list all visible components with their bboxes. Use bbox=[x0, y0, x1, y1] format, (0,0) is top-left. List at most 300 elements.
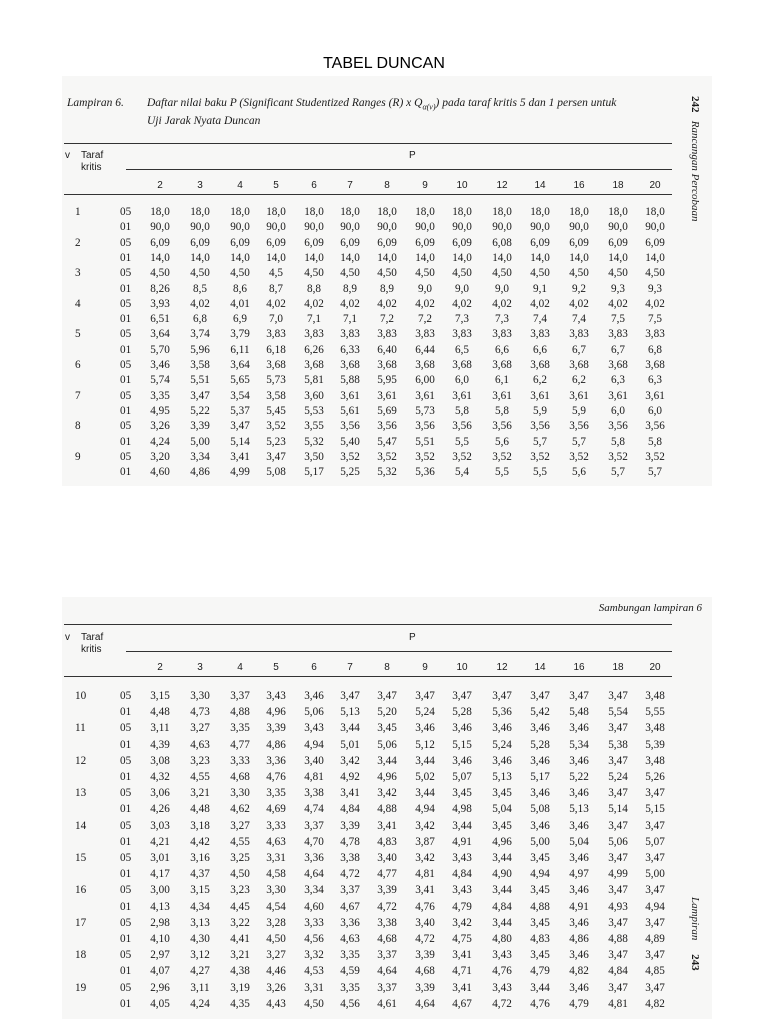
table-cell: 3,48 bbox=[645, 690, 665, 702]
table-cell: 5,34 bbox=[569, 738, 589, 751]
table-cell: 3,08 bbox=[150, 754, 170, 767]
table-cell: 4,72 bbox=[415, 933, 435, 945]
row-taraf-label: 05 bbox=[120, 420, 132, 433]
table-cell: 3,83 bbox=[340, 328, 360, 341]
table-cell: 6,09 bbox=[340, 236, 360, 249]
table-cell: 4,21 bbox=[150, 835, 170, 848]
table-cell: 3,37 bbox=[340, 884, 360, 897]
row-v-label: 4 bbox=[75, 297, 81, 310]
table-cell: 5,81 bbox=[304, 374, 324, 387]
table-cell: 3,68 bbox=[415, 359, 435, 371]
table-cell: 6,0 bbox=[648, 404, 662, 417]
table-cell: 3,37 bbox=[377, 981, 397, 994]
side-header-2: Lampiran 243 bbox=[689, 897, 701, 971]
table-cell: 3,35 bbox=[266, 787, 286, 800]
table-cell: 3,83 bbox=[415, 328, 435, 341]
table-cell: 3,83 bbox=[377, 328, 397, 341]
table-cell: 3,43 bbox=[304, 722, 324, 735]
table-cell: 3,41 bbox=[340, 787, 360, 800]
row-taraf-label: 01 bbox=[120, 706, 132, 719]
table-cell: 5,08 bbox=[530, 803, 550, 816]
table-cell: 90,0 bbox=[304, 221, 324, 234]
table-cell: 4,48 bbox=[150, 706, 170, 719]
table-cell: 4,02 bbox=[340, 297, 360, 310]
table-cell: 5,24 bbox=[492, 738, 512, 751]
table-cell: 6,6 bbox=[533, 343, 547, 356]
table-cell: 7,0 bbox=[269, 313, 283, 326]
table-cell: 3,56 bbox=[608, 420, 628, 433]
table-cell: 3,48 bbox=[645, 754, 665, 767]
table-cell: 3,33 bbox=[304, 916, 324, 929]
table-cell: 5,01 bbox=[340, 738, 360, 751]
table-cell: 4,26 bbox=[150, 803, 170, 816]
table-cell: 3,46 bbox=[530, 722, 550, 735]
table-cell: 4,76 bbox=[266, 771, 286, 783]
table-cell: 8,8 bbox=[307, 282, 321, 295]
table-cell: 3,45 bbox=[530, 884, 550, 897]
table-cell: 4,77 bbox=[230, 738, 250, 751]
table-cell: 18,0 bbox=[230, 206, 250, 218]
table-cell: 4,95 bbox=[150, 404, 170, 417]
table-cell: 2,97 bbox=[150, 949, 170, 962]
table-cell: 3,22 bbox=[230, 916, 250, 929]
table-cell: 3,56 bbox=[530, 420, 550, 433]
table-cell: 3,43 bbox=[492, 949, 512, 962]
table-cell: 5,04 bbox=[492, 803, 512, 816]
table-cell: 3,68 bbox=[530, 359, 550, 371]
header-p-col: 7 bbox=[347, 662, 353, 673]
row-taraf-label: 05 bbox=[120, 359, 132, 371]
table-cell: 3,46 bbox=[415, 722, 435, 735]
row-taraf-label: 01 bbox=[120, 221, 132, 234]
table-cell: 5,25 bbox=[340, 466, 360, 479]
table-cell: 4,17 bbox=[150, 868, 170, 881]
table-cell: 5,8 bbox=[648, 435, 662, 448]
header-p-col: 9 bbox=[422, 662, 428, 673]
header-v-2: v bbox=[65, 632, 70, 643]
row-v-label: 3 bbox=[75, 267, 81, 280]
table-cell: 3,45 bbox=[452, 787, 472, 800]
table-cell: 3,21 bbox=[190, 787, 210, 800]
table-cell: 4,42 bbox=[190, 835, 210, 848]
table-cell: 3,55 bbox=[304, 420, 324, 433]
table-cell: 4,67 bbox=[452, 997, 472, 1010]
table-cell: 3,68 bbox=[645, 359, 665, 371]
table-cell: 4,90 bbox=[492, 868, 512, 881]
table-cell: 6,3 bbox=[611, 374, 625, 387]
header-p-2: P bbox=[409, 632, 416, 643]
table-cell: 4,02 bbox=[608, 297, 628, 310]
table-cell: 3,68 bbox=[377, 359, 397, 371]
table-cell: 90,0 bbox=[645, 221, 665, 234]
row-taraf-label: 01 bbox=[120, 868, 132, 881]
table-cell: 18,0 bbox=[569, 206, 589, 218]
table-cell: 6,3 bbox=[648, 374, 662, 387]
table-cell: 3,45 bbox=[530, 949, 550, 962]
table-cell: 5,23 bbox=[266, 435, 286, 448]
table-cell: 90,0 bbox=[190, 221, 210, 234]
table-cell: 6,09 bbox=[190, 236, 210, 249]
table-cell: 3,42 bbox=[340, 754, 360, 767]
row-taraf-label: 05 bbox=[120, 787, 132, 800]
table-cell: 5,00 bbox=[530, 835, 550, 848]
table-cell: 3,56 bbox=[452, 420, 472, 433]
table-cell: 5,13 bbox=[492, 771, 512, 783]
table-cell: 4,55 bbox=[230, 835, 250, 848]
table-cell: 3,40 bbox=[304, 754, 324, 767]
table-cell: 3,56 bbox=[645, 420, 665, 433]
table-cell: 5,73 bbox=[415, 404, 435, 417]
table-cell: 14,0 bbox=[377, 251, 397, 264]
table-cell: 3,47 bbox=[645, 787, 665, 800]
header-p-col: 4 bbox=[237, 180, 243, 191]
appendix-label: Lampiran 6. bbox=[67, 97, 124, 109]
table-cell: 4,92 bbox=[340, 771, 360, 783]
table-cell: 5,51 bbox=[415, 435, 435, 448]
top-rule-2 bbox=[64, 624, 672, 625]
row-taraf-label: 05 bbox=[120, 206, 132, 218]
table-cell: 3,38 bbox=[377, 916, 397, 929]
table-cell: 5,53 bbox=[304, 404, 324, 417]
table-cell: 3,15 bbox=[190, 884, 210, 897]
table-cell: 7,5 bbox=[611, 313, 625, 326]
row-taraf-label: 05 bbox=[120, 389, 132, 402]
table-cell: 3,46 bbox=[452, 754, 472, 767]
table-cell: 7,3 bbox=[495, 313, 509, 326]
table-cell: 7,3 bbox=[455, 313, 469, 326]
table-cell: 6,09 bbox=[377, 236, 397, 249]
row-taraf-label: 05 bbox=[120, 450, 132, 463]
table-cell: 3,68 bbox=[608, 359, 628, 371]
table-cell: 4,81 bbox=[608, 997, 628, 1010]
table-cell: 5,14 bbox=[230, 435, 250, 448]
table-cell: 4,45 bbox=[230, 900, 250, 913]
table-cell: 5,04 bbox=[569, 835, 589, 848]
header-p-col: 3 bbox=[197, 662, 203, 673]
header-p-col: 16 bbox=[573, 180, 585, 191]
table-cell: 8,5 bbox=[193, 282, 207, 295]
table-page-2 bbox=[62, 597, 712, 1019]
table-cell: 4,63 bbox=[190, 738, 210, 751]
table-cell: 3,61 bbox=[415, 389, 435, 402]
table-cell: 5,07 bbox=[645, 835, 665, 848]
table-cell: 18,0 bbox=[266, 206, 286, 218]
table-cell: 3,31 bbox=[266, 852, 286, 864]
table-cell: 6,00 bbox=[415, 374, 435, 387]
table-cell: 4,02 bbox=[266, 297, 286, 310]
table-cell: 3,46 bbox=[569, 787, 589, 800]
header-kritis: kritis bbox=[81, 162, 102, 173]
table-cell: 3,30 bbox=[266, 884, 286, 897]
table-cell: 3,61 bbox=[452, 389, 472, 402]
table-cell: 4,94 bbox=[530, 868, 550, 881]
table-cell: 3,43 bbox=[452, 884, 472, 897]
table-cell: 4,96 bbox=[377, 771, 397, 783]
table-cell: 5,48 bbox=[569, 706, 589, 719]
table-cell: 3,33 bbox=[230, 754, 250, 767]
table-cell: 4,99 bbox=[230, 466, 250, 479]
table-cell: 6,8 bbox=[193, 313, 207, 326]
table-cell: 8,26 bbox=[150, 282, 170, 295]
table-cell: 6,09 bbox=[415, 236, 435, 249]
header-p-col: 14 bbox=[534, 180, 546, 191]
table-cell: 4,05 bbox=[150, 997, 170, 1010]
table-cell: 6,33 bbox=[340, 343, 360, 356]
table-cell: 5,74 bbox=[150, 374, 170, 387]
table-cell: 3,12 bbox=[190, 949, 210, 962]
table-cell: 5,20 bbox=[377, 706, 397, 719]
table-cell: 5,6 bbox=[495, 435, 509, 448]
table-cell: 5,40 bbox=[340, 435, 360, 448]
table-cell: 3,47 bbox=[608, 690, 628, 702]
table-cell: 4,50 bbox=[230, 267, 250, 280]
table-cell: 3,44 bbox=[530, 981, 550, 994]
table-cell: 4,50 bbox=[530, 267, 550, 280]
table-cell: 4,50 bbox=[492, 267, 512, 280]
row-taraf-label: 01 bbox=[120, 997, 132, 1010]
table-cell: 4,64 bbox=[377, 965, 397, 978]
table-cell: 3,56 bbox=[492, 420, 512, 433]
table-cell: 3,46 bbox=[150, 359, 170, 371]
table-cell: 3,48 bbox=[645, 722, 665, 735]
table-cell: 5,15 bbox=[452, 738, 472, 751]
table-cell: 4,85 bbox=[645, 965, 665, 978]
table-cell: 3,56 bbox=[415, 420, 435, 433]
table-cell: 4,84 bbox=[452, 868, 472, 881]
table-cell: 3,16 bbox=[190, 852, 210, 864]
table-cell: 18,0 bbox=[190, 206, 210, 218]
table-cell: 2,98 bbox=[150, 916, 170, 929]
table-cell: 14,0 bbox=[452, 251, 472, 264]
table-cell: 5,69 bbox=[377, 404, 397, 417]
header-p-col: 12 bbox=[496, 662, 508, 673]
table-cell: 4,68 bbox=[377, 933, 397, 945]
table-cell: 5,12 bbox=[415, 738, 435, 751]
row-taraf-label: 01 bbox=[120, 835, 132, 848]
table-cell: 4,02 bbox=[415, 297, 435, 310]
table-cell: 6,7 bbox=[611, 343, 625, 356]
p-rule bbox=[126, 169, 672, 170]
table-cell: 4,60 bbox=[304, 900, 324, 913]
table-cell: 4,73 bbox=[190, 706, 210, 719]
table-cell: 3,36 bbox=[304, 852, 324, 864]
table-cell: 6,09 bbox=[150, 236, 170, 249]
table-cell: 3,40 bbox=[377, 852, 397, 864]
table-cell: 3,34 bbox=[190, 450, 210, 463]
header-p-col: 5 bbox=[273, 662, 279, 673]
table-cell: 3,27 bbox=[266, 949, 286, 962]
table-cell: 3,39 bbox=[266, 722, 286, 735]
table-cell: 3,20 bbox=[150, 450, 170, 463]
row-taraf-label: 01 bbox=[120, 404, 132, 417]
table-cell: 3,28 bbox=[266, 916, 286, 929]
row-v-label: 15 bbox=[75, 852, 87, 864]
table-cell: 6,09 bbox=[569, 236, 589, 249]
table-cell: 3,46 bbox=[569, 916, 589, 929]
table-cell: 3,47 bbox=[608, 722, 628, 735]
table-cell: 3,61 bbox=[340, 389, 360, 402]
table-cell: 4,68 bbox=[230, 771, 250, 783]
table-cell: 3,35 bbox=[340, 981, 360, 994]
row-taraf-label: 01 bbox=[120, 803, 132, 816]
table-cell: 3,30 bbox=[190, 690, 210, 702]
table-cell: 4,96 bbox=[492, 835, 512, 848]
row-v-label: 19 bbox=[75, 981, 87, 994]
table-cell: 4,61 bbox=[377, 997, 397, 1010]
table-cell: 3,46 bbox=[492, 754, 512, 767]
table-cell: 4,62 bbox=[230, 803, 250, 816]
row-taraf-label: 05 bbox=[120, 884, 132, 897]
table-cell: 4,84 bbox=[492, 900, 512, 913]
table-cell: 5,96 bbox=[190, 343, 210, 356]
table-cell: 3,23 bbox=[190, 754, 210, 767]
table-cell: 5,9 bbox=[533, 404, 547, 417]
table-cell: 14,0 bbox=[492, 251, 512, 264]
table-cell: 4,35 bbox=[230, 997, 250, 1010]
side-header-1: 242 Rancangan Percobaan bbox=[689, 96, 701, 222]
table-cell: 4,34 bbox=[190, 900, 210, 913]
table-cell: 4,48 bbox=[190, 803, 210, 816]
table-cell: 4,59 bbox=[340, 965, 360, 978]
row-taraf-label: 05 bbox=[120, 267, 132, 280]
table-cell: 4,72 bbox=[377, 900, 397, 913]
table-cell: 90,0 bbox=[230, 221, 250, 234]
table-cell: 4,78 bbox=[340, 835, 360, 848]
table-cell: 3,21 bbox=[230, 949, 250, 962]
row-taraf-label: 01 bbox=[120, 435, 132, 448]
header-p-col: 18 bbox=[612, 180, 624, 191]
table-cell: 18,0 bbox=[415, 206, 435, 218]
table-cell: 18,0 bbox=[340, 206, 360, 218]
table-cell: 3,37 bbox=[304, 819, 324, 832]
table-cell: 3,39 bbox=[377, 884, 397, 897]
header-p-col: 8 bbox=[384, 662, 390, 673]
row-taraf-label: 01 bbox=[120, 251, 132, 264]
table-cell: 3,47 bbox=[608, 884, 628, 897]
table-cell: 3,47 bbox=[452, 690, 472, 702]
table-cell: 14,0 bbox=[150, 251, 170, 264]
table-cell: 4,70 bbox=[304, 835, 324, 848]
table-cell: 3,93 bbox=[150, 297, 170, 310]
table-cell: 5,7 bbox=[648, 466, 662, 479]
header-p-col: 3 bbox=[197, 180, 203, 191]
row-v-label: 7 bbox=[75, 389, 81, 402]
header-bottom-rule-2 bbox=[64, 676, 672, 677]
row-taraf-label: 05 bbox=[120, 949, 132, 962]
table-cell: 3,47 bbox=[608, 852, 628, 864]
table-cell: 3,61 bbox=[492, 389, 512, 402]
table-cell: 3,42 bbox=[377, 787, 397, 800]
table-cell: 4,02 bbox=[492, 297, 512, 310]
table-cell: 90,0 bbox=[266, 221, 286, 234]
row-v-label: 1 bbox=[75, 206, 81, 218]
table-cell: 4,63 bbox=[266, 835, 286, 848]
row-taraf-label: 05 bbox=[120, 754, 132, 767]
table-cell: 4,24 bbox=[190, 997, 210, 1010]
table-cell: 4,55 bbox=[190, 771, 210, 783]
table-cell: 3,46 bbox=[530, 787, 550, 800]
table-cell: 4,43 bbox=[266, 997, 286, 1010]
row-taraf-label: 05 bbox=[120, 722, 132, 735]
table-cell: 3,83 bbox=[530, 328, 550, 341]
table-cell: 9,1 bbox=[533, 282, 547, 295]
table-cell: 3,68 bbox=[304, 359, 324, 371]
table-cell: 3,43 bbox=[452, 852, 472, 864]
table-cell: 3,47 bbox=[230, 420, 250, 433]
table-cell: 4,56 bbox=[304, 933, 324, 945]
table-cell: 4,83 bbox=[377, 835, 397, 848]
table-cell: 3,33 bbox=[266, 819, 286, 832]
table-cell: 4,91 bbox=[452, 835, 472, 848]
table-cell: 2,96 bbox=[150, 981, 170, 994]
table-cell: 5,39 bbox=[645, 738, 665, 751]
table-cell: 3,47 bbox=[530, 690, 550, 702]
row-taraf-label: 05 bbox=[120, 852, 132, 864]
table-cell: 6,1 bbox=[495, 374, 509, 387]
table-cell: 7,1 bbox=[307, 313, 321, 326]
table-cell: 90,0 bbox=[150, 221, 170, 234]
header-p-col: 6 bbox=[311, 180, 317, 191]
table-cell: 3,58 bbox=[190, 359, 210, 371]
table-cell: 3,44 bbox=[492, 852, 512, 864]
table-cell: 5,6 bbox=[572, 466, 586, 479]
table-cell: 4,86 bbox=[569, 933, 589, 945]
table-cell: 3,46 bbox=[530, 754, 550, 767]
table-cell: 6,09 bbox=[266, 236, 286, 249]
table-cell: 3,44 bbox=[415, 754, 435, 767]
table-cell: 3,83 bbox=[266, 328, 286, 341]
table-cell: 9,3 bbox=[648, 282, 662, 295]
table-cell: 3,68 bbox=[569, 359, 589, 371]
table-cell: 4,30 bbox=[190, 933, 210, 945]
table-cell: 4,84 bbox=[340, 803, 360, 816]
table-cell: 5,7 bbox=[572, 435, 586, 448]
table-cell: 4,64 bbox=[415, 997, 435, 1010]
table-cell: 3,46 bbox=[569, 949, 589, 962]
table-cell: 3,52 bbox=[266, 420, 286, 433]
table-cell: 3,87 bbox=[415, 835, 435, 848]
table-cell: 5,88 bbox=[340, 374, 360, 387]
table-cell: 6,09 bbox=[230, 236, 250, 249]
table-cell: 4,74 bbox=[304, 803, 324, 816]
row-v-label: 14 bbox=[75, 819, 87, 832]
table-cell: 5,70 bbox=[150, 343, 170, 356]
table-cell: 3,46 bbox=[452, 722, 472, 735]
row-taraf-label: 01 bbox=[120, 466, 132, 479]
table-cell: 3,52 bbox=[340, 450, 360, 463]
table-cell: 4,68 bbox=[415, 965, 435, 978]
row-v-label: 9 bbox=[75, 450, 81, 463]
table-cell: 4,10 bbox=[150, 933, 170, 945]
table-cell: 4,99 bbox=[608, 868, 628, 881]
table-cell: 4,79 bbox=[452, 900, 472, 913]
header-taraf-2: Taraf bbox=[81, 632, 104, 643]
table-cell: 3,00 bbox=[150, 884, 170, 897]
header-p-col: 10 bbox=[456, 180, 468, 191]
table-cell: 3,64 bbox=[150, 328, 170, 341]
table-cell: 3,41 bbox=[230, 450, 250, 463]
table-cell: 18,0 bbox=[608, 206, 628, 218]
table-cell: 3,15 bbox=[150, 690, 170, 702]
table-cell: 5,14 bbox=[608, 803, 628, 816]
row-v-label: 12 bbox=[75, 754, 87, 767]
table-cell: 4,50 bbox=[340, 267, 360, 280]
table-cell: 3,39 bbox=[415, 949, 435, 962]
table-cell: 5,24 bbox=[415, 706, 435, 719]
table-cell: 4,83 bbox=[530, 933, 550, 945]
table-cell: 90,0 bbox=[415, 221, 435, 234]
header-p-col: 9 bbox=[422, 180, 428, 191]
